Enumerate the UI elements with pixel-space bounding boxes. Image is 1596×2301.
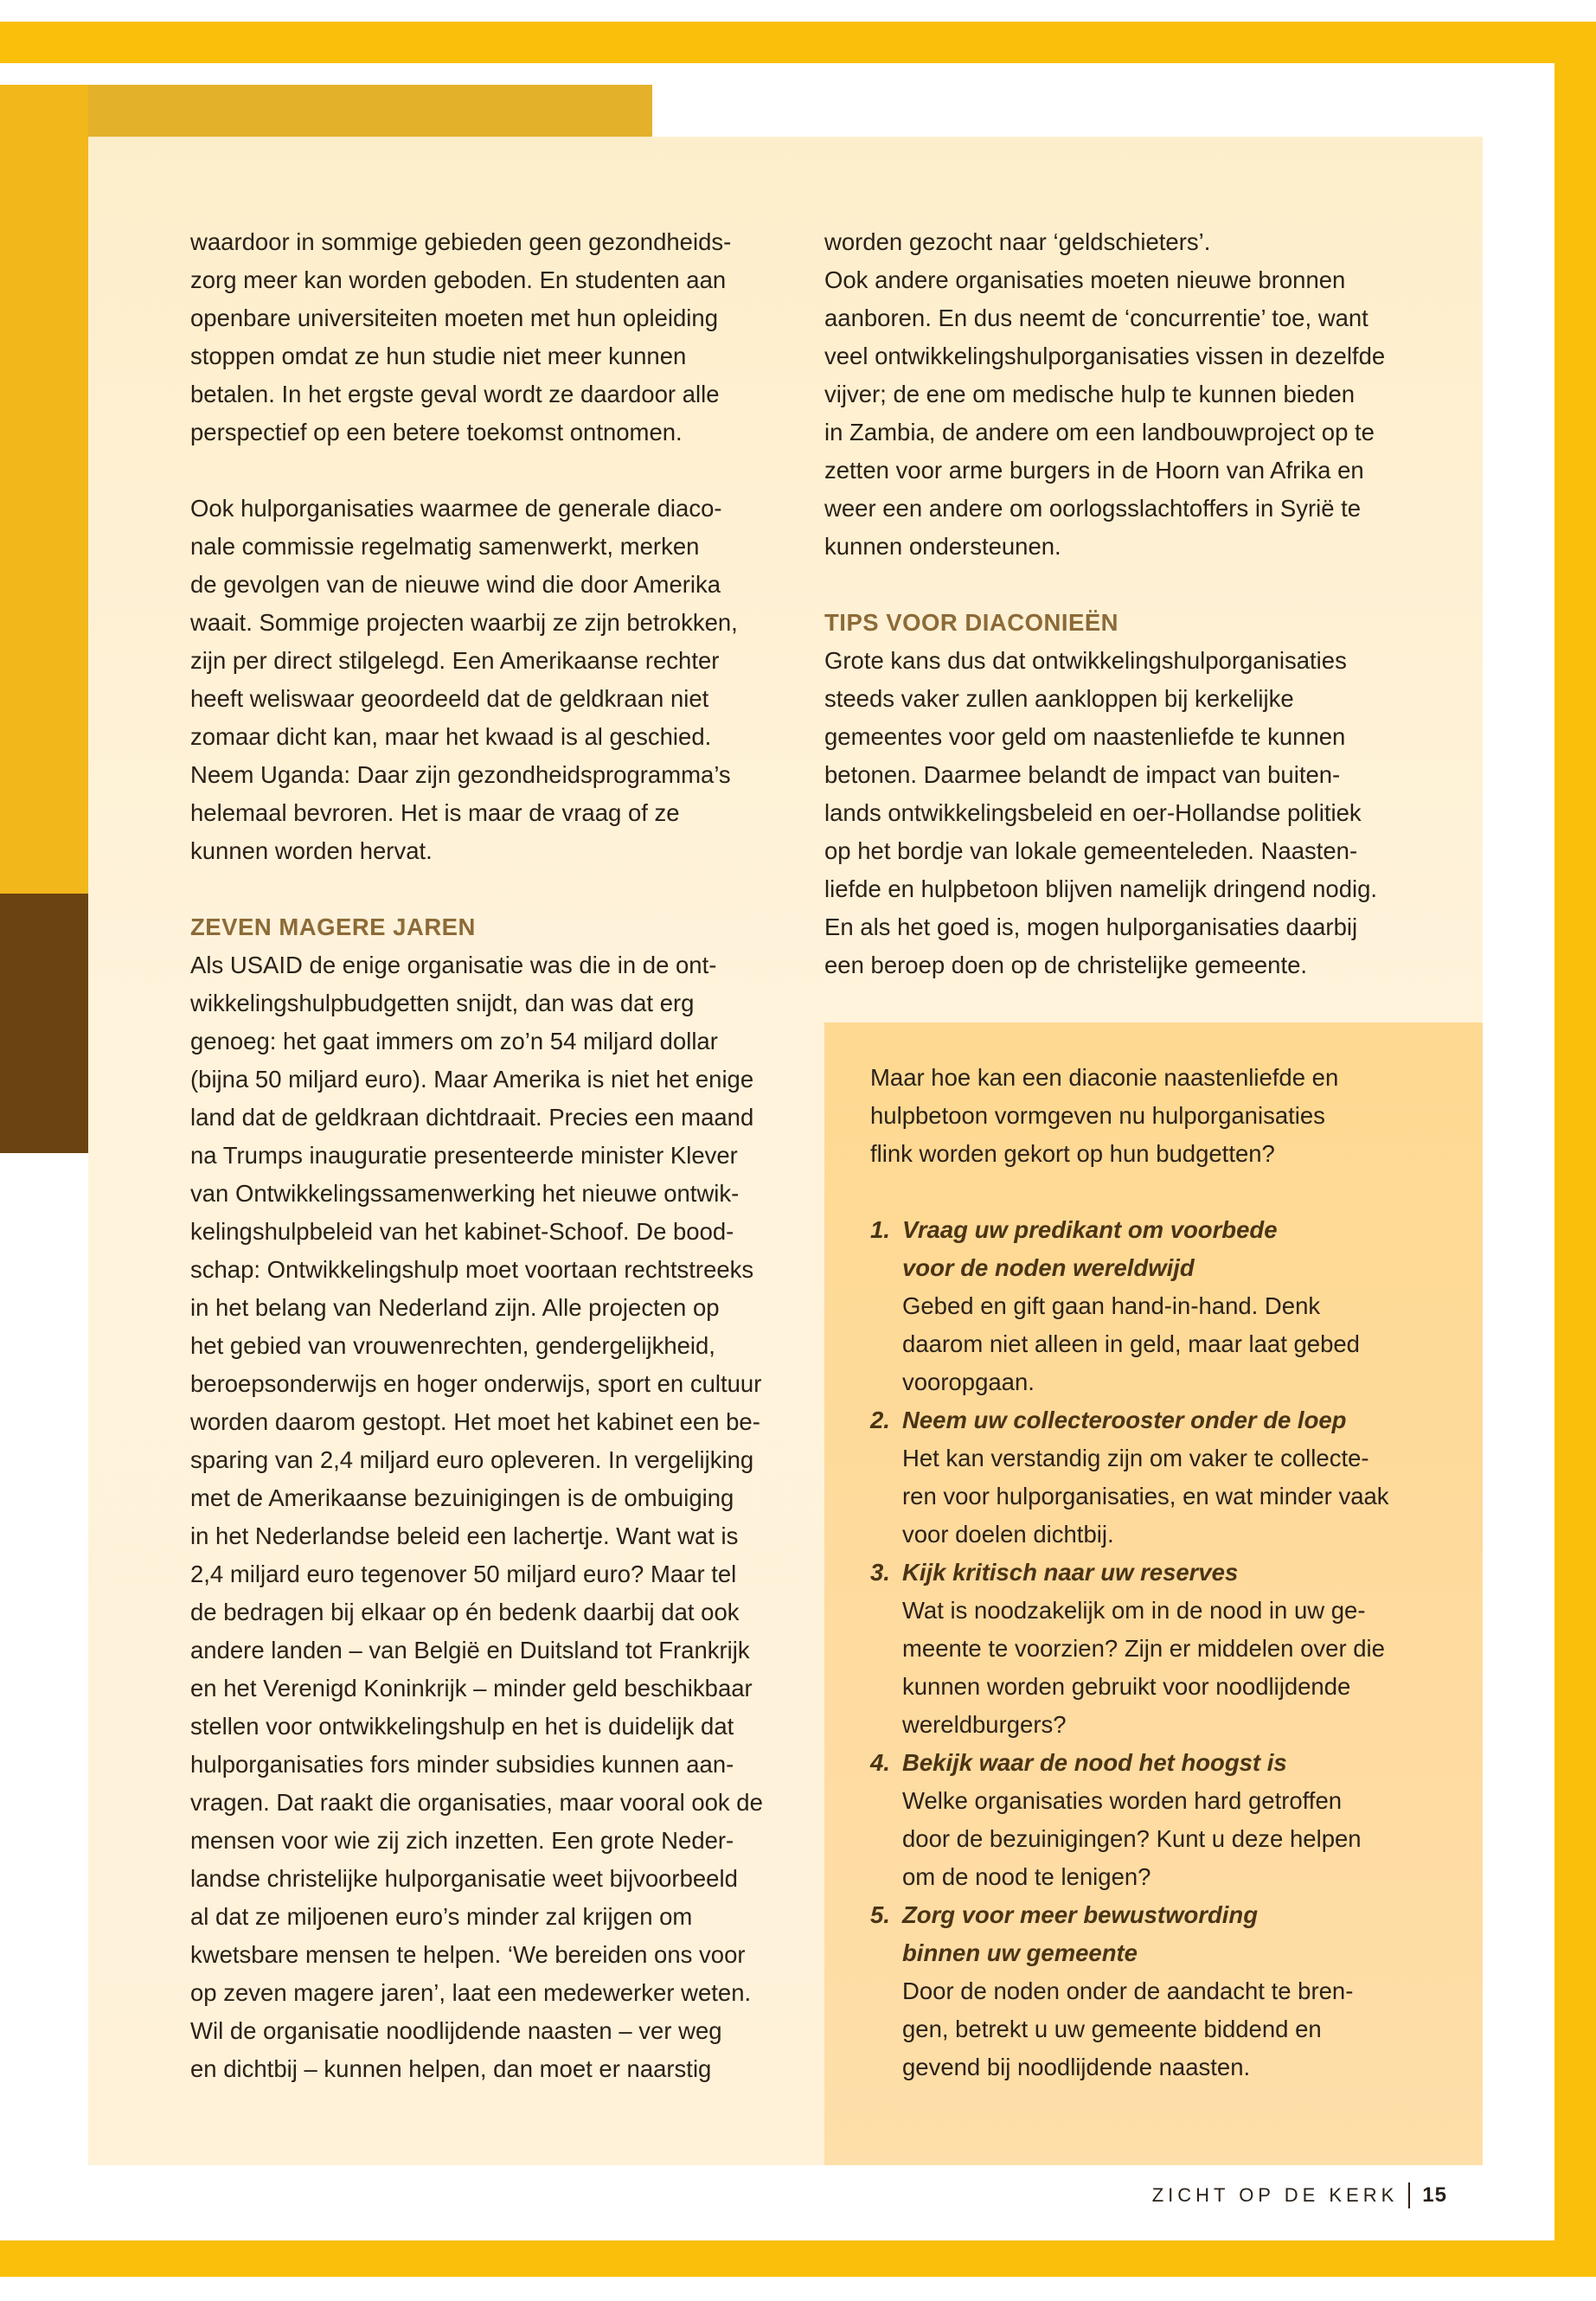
tip-title — [902, 1896, 1433, 1972]
frame-right-bar — [1554, 22, 1596, 2277]
text-line: Als USAID de enige organisatie was die in de ont- — [190, 952, 717, 978]
text-line: heeft weliswaar geoordeeld dat de geldkraan niet — [190, 685, 709, 712]
text-line: in Zambia, de andere om een landbouwproject op te — [824, 419, 1375, 445]
text-line: weer een andere om oorlogsslachtoffers in Syrië te — [824, 495, 1362, 522]
text-line: de bedragen bij elkaar op én bedenk daarbij dat ook — [190, 1599, 740, 1625]
text-line: stoppen omdat ze hun studie niet meer kunnen — [190, 343, 687, 369]
tips-box-content — [870, 1059, 1433, 2086]
frame-top-bar — [0, 22, 1596, 63]
tip-body-line: vooropgaan. — [902, 1368, 1035, 1395]
page-number: 15 — [1422, 2183, 1447, 2207]
tip-title-line: Vraag uw predikant om voorbede — [902, 1216, 1278, 1243]
text-line: zetten voor arme burgers in de Hoorn van Afrika en — [824, 457, 1364, 484]
publication-name: ZICHT OP DE KERK — [1151, 2184, 1399, 2206]
tip-body — [902, 1592, 1433, 1744]
tip-body — [902, 1439, 1433, 1554]
text-line: zijn per direct stilgelegd. Een Amerikaanse rechter — [190, 647, 720, 674]
text-line: vragen. Dat raakt die organisaties, maar vooral ook de — [190, 1789, 763, 1816]
text-line: 2,4 miljard euro tegenover 50 miljard euro? Maar tel — [190, 1561, 737, 1587]
text-line: hulporganisaties fors minder subsidies kunnen aan- — [190, 1751, 734, 1778]
text-line: flink worden gekort op hun budgetten? — [870, 1140, 1275, 1167]
text-line: van Ontwikkelingssamenwerking het nieuwe ontwik- — [190, 1180, 740, 1207]
text-line: land dat de geldkraan dichtdraait. Precies een maand — [190, 1104, 754, 1131]
text-line: al dat ze miljoenen euro’s minder zal krijgen om — [190, 1903, 693, 1930]
tip-item — [870, 1744, 1433, 1896]
paragraph-geldschieters — [824, 223, 1439, 566]
tip-item — [870, 1554, 1433, 1744]
text-line: Wil de organisatie noodlijdende naasten – ver weg — [190, 2017, 722, 2044]
text-line: schap: Ontwikkelingshulp moet voortaan rechtstreeks — [190, 1256, 754, 1283]
text-line: wikkelingshulpbudgetten snijdt, dan was dat erg — [190, 990, 695, 1016]
text-line: een beroep doen op de christelijke gemeente. — [824, 952, 1308, 978]
text-line: zorg meer kan worden geboden. En studenten aan — [190, 266, 727, 293]
left-column — [190, 223, 787, 2088]
tip-body-line: Welke organisaties worden hard getroffen — [902, 1787, 1343, 1814]
text-line: helemaal bevroren. Het is maar de vraag of ze — [190, 799, 680, 826]
tip-title-line: Zorg voor meer bewustwording — [902, 1901, 1259, 1928]
tip-number: 4. — [870, 1749, 890, 1776]
tip-body-line: meente te voorzien? Zijn er middelen over die — [902, 1635, 1385, 1662]
text-line: betonen. Daarmee belandt de impact van buiten- — [824, 761, 1341, 788]
text-line: en het Verenigd Koninkrijk – minder geld beschikbaar — [190, 1675, 753, 1702]
tip-title-line: Bekijk waar de nood het hoogst is — [902, 1749, 1287, 1776]
text-line: Ook andere organisaties moeten nieuwe bronnen — [824, 266, 1346, 293]
text-line: gemeentes voor geld om naastenliefde te kunnen — [824, 723, 1346, 750]
paragraph-usaid — [190, 946, 787, 2088]
text-line: de gevolgen van de nieuwe wind die door Amerika — [190, 571, 721, 598]
text-line: En als het goed is, mogen hulporganisaties daarbij — [824, 913, 1358, 940]
section-heading-zeven-magere-jaren: ZEVEN MAGERE JAREN — [190, 913, 476, 940]
tip-number: 5. — [870, 1901, 890, 1928]
tip-body-line: Wat is noodzakelijk om in de nood in uw ge- — [902, 1597, 1366, 1624]
page-footer — [1152, 2182, 1447, 2208]
tip-number: 1. — [870, 1216, 890, 1243]
text-line: kwetsbare mensen te helpen. ‘We bereiden ons voor — [190, 1941, 746, 1968]
text-line: waardoor in sommige gebieden geen gezondheids- — [190, 228, 732, 255]
left-accent-bar-brown — [0, 894, 88, 1153]
text-line: openbare universiteiten moeten met hun opleiding — [190, 304, 718, 331]
text-line: worden daarom gestopt. Het moet het kabinet een be- — [190, 1408, 760, 1435]
text-line: beroepsonderwijs en hoger onderwijs, sport en cultuur — [190, 1370, 762, 1397]
text-line: Ook hulporganisaties waarmee de generale diaco- — [190, 495, 722, 522]
tip-title-line: Neem uw collecterooster onder de loep — [902, 1407, 1347, 1433]
text-line: waait. Sommige projecten waarbij ze zijn betrokken, — [190, 609, 738, 636]
tip-body-line: Het kan verstandig zijn om vaker te collecte- — [902, 1445, 1369, 1471]
tips-box — [824, 1022, 1483, 2165]
tip-body-line: Door de noden onder de aandacht te bren- — [902, 1977, 1354, 2004]
text-line: kunnen worden hervat. — [190, 837, 433, 864]
text-line: Neem Uganda: Daar zijn gezondheidsprogramma’s — [190, 761, 731, 788]
text-line: stellen voor ontwikkelingshulp en het is duidelijk dat — [190, 1713, 734, 1740]
tip-title — [902, 1401, 1433, 1439]
text-line: op zeven magere jaren’, laat een medewerker weten. — [190, 1979, 752, 2006]
tip-title — [902, 1211, 1433, 1287]
text-line: worden gezocht naar ‘geldschieters’. — [824, 228, 1211, 255]
tip-item — [870, 1401, 1433, 1554]
text-line: veel ontwikkelingshulporganisaties vissen in dezelfde — [824, 343, 1386, 369]
tip-body — [902, 1287, 1433, 1401]
tip-body-line: gevend bij noodlijdende naasten. — [902, 2054, 1251, 2080]
text-line: en dichtbij – kunnen helpen, dan moet er naarstig — [190, 2055, 712, 2082]
text-line: landse christelijke hulporganisatie weet bijvoorbeeld — [190, 1865, 738, 1892]
text-line: kelingshulpbeleid van het kabinet-Schoof. De bood- — [190, 1218, 734, 1245]
tip-body-line: voor doelen dichtbij. — [902, 1521, 1114, 1548]
text-line: het gebied van vrouwenrechten, gendergelijkheid, — [190, 1332, 715, 1359]
text-line: op het bordje van lokale gemeenteleden. Naasten- — [824, 837, 1358, 864]
text-line: in het belang van Nederland zijn. Alle projecten op — [190, 1294, 720, 1321]
text-line: na Trumps inauguratie presenteerde minister Klever — [190, 1142, 738, 1169]
top-accent-strip — [88, 85, 652, 138]
text-line: sparing van 2,4 miljard euro opleveren. In vergelijking — [190, 1446, 754, 1473]
text-line: andere landen – van België en Duitsland tot Frankrijk — [190, 1637, 750, 1663]
text-line: lands ontwikkelingsbeleid en oer-Hollandse politiek — [824, 799, 1362, 826]
text-line: steeds vaker zullen aankloppen bij kerkelijke — [824, 685, 1294, 712]
tip-body — [902, 1782, 1433, 1896]
footer-divider — [1408, 2182, 1410, 2208]
tip-number: 2. — [870, 1407, 890, 1433]
text-line: mensen voor wie zij zich inzetten. Een grote Neder- — [190, 1827, 734, 1854]
text-line: Grote kans dus dat ontwikkelingshulporganisaties — [824, 647, 1347, 674]
text-line: aanboren. En dus neemt de ‘concurrentie’ toe, want — [824, 304, 1368, 331]
right-column — [824, 223, 1439, 984]
text-line: vijver; de ene om medische hulp te kunnen bieden — [824, 381, 1356, 407]
tip-body-line: Gebed en gift gaan hand-in-hand. Denk — [902, 1292, 1321, 1319]
tip-body-line: om de nood te lenigen? — [902, 1863, 1151, 1890]
tip-body-line: door de bezuinigingen? Kunt u deze helpen — [902, 1825, 1362, 1852]
tip-title-line: Kijk kritisch naar uw reserves — [902, 1559, 1239, 1586]
section-heading-tips-voor-diaconieen: TIPS VOOR DIACONIEËN — [824, 609, 1119, 636]
text-line: zomaar dicht kan, maar het kwaad is al geschied. — [190, 723, 712, 750]
text-line: betalen. In het ergste geval wordt ze daardoor alle — [190, 381, 720, 407]
tips-list — [870, 1211, 1433, 2086]
tip-body-line: kunnen worden gebruikt voor noodlijdende — [902, 1673, 1351, 1700]
paragraph-hulporganisaties — [190, 490, 787, 870]
text-line: perspectief op een betere toekomst ontnomen. — [190, 419, 683, 445]
tip-title-line: binnen uw gemeente — [902, 1939, 1138, 1966]
text-line: kunnen ondersteunen. — [824, 533, 1061, 560]
frame-bottom-bar — [0, 2240, 1596, 2277]
tip-body — [902, 1972, 1433, 2086]
text-line: liefde en hulpbetoon blijven namelijk dringend nodig. — [824, 875, 1378, 902]
tip-item — [870, 1896, 1433, 2086]
text-line: hulpbetoon vormgeven nu hulporganisaties — [870, 1102, 1325, 1129]
left-accent-bar-yellow — [0, 85, 88, 894]
tip-title-line: voor de noden wereldwijd — [902, 1254, 1195, 1281]
paragraph-intro-continuation — [190, 223, 787, 452]
tip-item — [870, 1211, 1433, 1401]
text-line: nale commissie regelmatig samenwerkt, merken — [190, 533, 700, 560]
text-line: in het Nederlandse beleid een lachertje. Want wat is — [190, 1522, 739, 1549]
tip-body-line: wereldburgers? — [902, 1711, 1067, 1738]
tip-title — [902, 1744, 1433, 1782]
text-line: Maar hoe kan een diaconie naastenliefde en — [870, 1064, 1339, 1091]
paragraph-grote-kans — [824, 642, 1439, 984]
tip-body-line: ren voor hulporganisaties, en wat minder vaak — [902, 1483, 1389, 1509]
tip-body-line: daarom niet alleen in geld, maar laat gebed — [902, 1330, 1360, 1357]
text-line: (bijna 50 miljard euro). Maar Amerika is niet het enige — [190, 1066, 754, 1093]
tip-title — [902, 1554, 1433, 1592]
tip-number: 3. — [870, 1559, 890, 1586]
tip-body-line: gen, betrekt u uw gemeente biddend en — [902, 2016, 1322, 2042]
tips-intro — [870, 1059, 1433, 1173]
text-line: met de Amerikaanse bezuinigingen is de ombuiging — [190, 1484, 734, 1511]
text-line: genoeg: het gaat immers om zo’n 54 miljard dollar — [190, 1028, 718, 1054]
